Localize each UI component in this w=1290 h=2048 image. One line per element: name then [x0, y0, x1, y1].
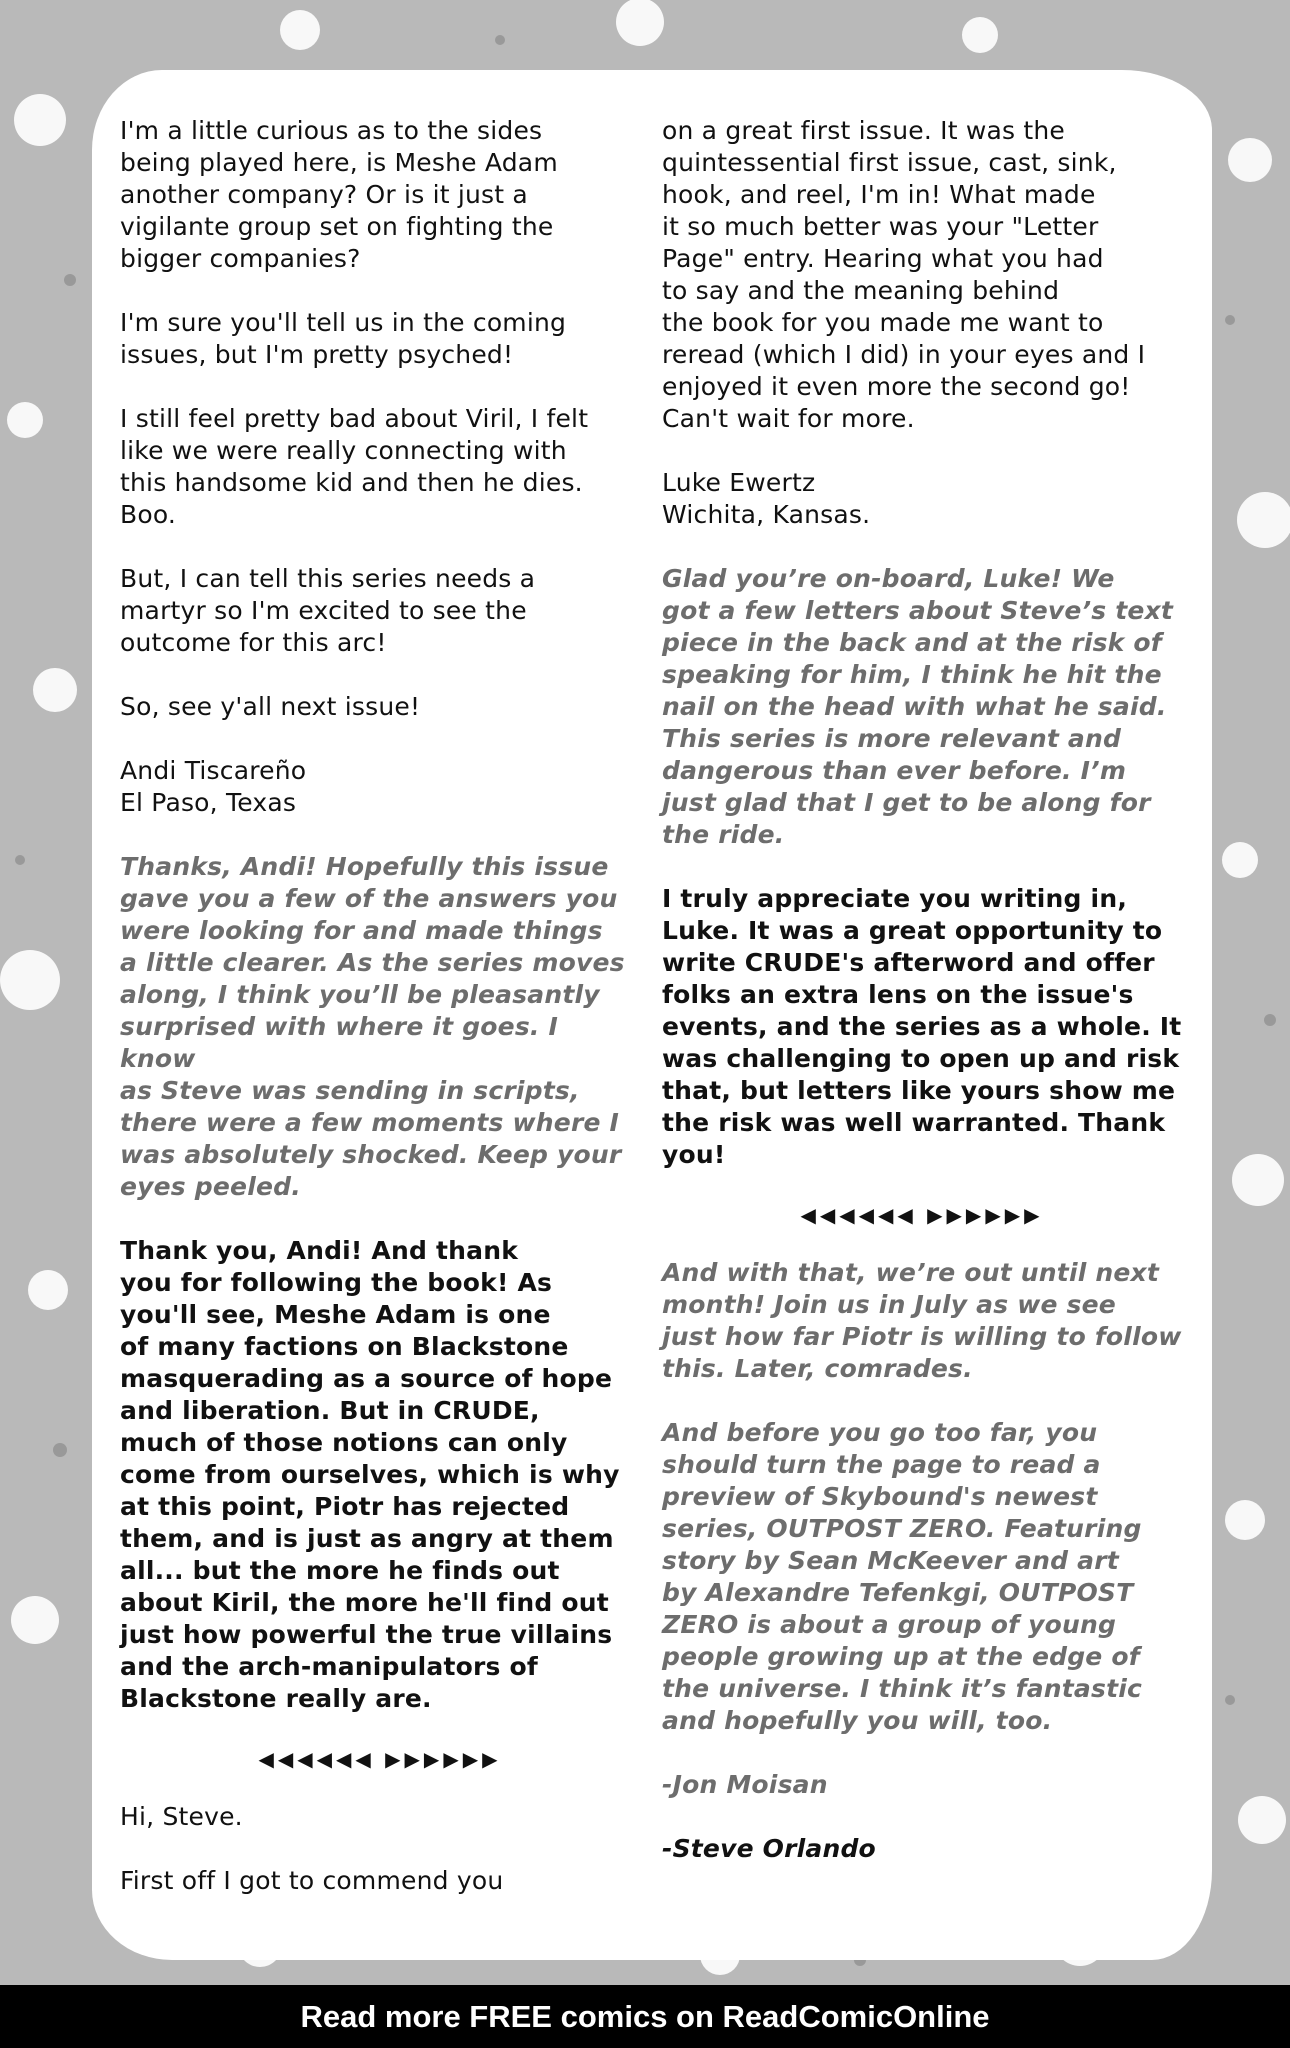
editor-signature: -Jon Moisan: [662, 1770, 828, 1799]
right-column: [662, 115, 1182, 1897]
letter-paragraph: Hi, Steve.: [120, 1802, 243, 1831]
section-divider: ◀◀◀◀◀◀ ▶▶▶▶▶▶: [258, 1747, 502, 1771]
letter-paragraph: I still feel pretty bad about Viril, I felt like we were really connecting with this handsome kid and then he dies. Boo.: [120, 404, 589, 529]
section-divider: ◀◀◀◀◀◀ ▶▶▶▶▶▶: [800, 1203, 1044, 1227]
editor-reply: Thanks, Andi! Hopefully this issue gave you a few of the answers you were looking for and made things a little clearer. As the series moves along, I think you’ll be pleasantly surprised with where it goes. I know as Steve was sending in scripts, there were a few moments where I was absolutely shocked. Keep your eyes peeled.: [120, 852, 625, 1201]
letter-paragraph: But, I can tell this series needs a martyr so I'm excited to see the outcome for this arc!: [120, 564, 536, 657]
letter-signature: Andi Tiscareño El Paso, Texas: [120, 756, 307, 817]
writer-reply: I truly appreciate you writing in, Luke. It was a great opportunity to write CRUDE's afterword and offer folks an extra lens on the issue's events, and the series as a whole. It was challenging to open up and risk that, but letters like yours show me the risk was well warranted. Thank you!: [662, 884, 1182, 1169]
closing-note: And before you go too far, you should turn the page to read a preview of Skybound's newest series, OUTPOST ZERO. Featuring story by Sean McKeever and art by Alexandre Tefenkgi, OUTPOST ZERO is about a group of young people growing up at the edge of the universe. I think it’s fantastic and hopefully you will, too.: [662, 1418, 1143, 1735]
writer-reply: Thank you, Andi! And thank you for following the book! As you'll see, Meshe Adam is one of many factions on Blackstone masquerading as a source of hope and liberation. But in CRUDE, much of those notions can only come from ourselves, which is why at this point, Piotr has rejected them, and is just as angry at them all... but the more he finds out about Kiril, the more he'll find out just how powerful the true villains and the arch-manipulators of Blackstone really are.: [120, 1236, 620, 1713]
letter-paragraph: So, see y'all next issue!: [120, 692, 421, 721]
left-column: [120, 115, 640, 1929]
editor-reply: Glad you’re on-board, Luke! We got a few letters about Steve’s text piece in the back and at the risk of speaking for him, I think he hit the nail on the head with what he said. This series is more relevant and dangerous than ever before. I’m just glad that I get to be along for the ride.: [662, 564, 1174, 849]
letter-paragraph: on a great first issue. It was the quintessential first issue, cast, sink, hook, and reel, I'm in! What made it so much better was your "Letter Page" entry. Hearing what you had to say and the meaning behind the book for you made me want to reread (which I did) in your eyes and I enjoyed it even more the second go! Can't wait for more.: [662, 116, 1146, 433]
letter-paragraph: I'm a little curious as to the sides being played here, is Meshe Adam another company? Or is it just a vigilante group set on fighting the bigger companies?: [120, 116, 558, 273]
writer-signature: -Steve Orlando: [662, 1834, 876, 1863]
footer-banner-link[interactable]: Read more FREE comics on ReadComicOnline: [0, 1985, 1290, 2048]
closing-note: And with that, we’re out until next month! Join us in July as we see just how far Piotr is willing to follow this. Later, comrades.: [662, 1258, 1182, 1383]
letter-signature: Luke Ewertz Wichita, Kansas.: [662, 468, 871, 529]
letter-paragraph: First off I got to commend you: [120, 1866, 504, 1895]
letter-paragraph: I'm sure you'll tell us in the coming issues, but I'm pretty psyched!: [120, 308, 567, 369]
